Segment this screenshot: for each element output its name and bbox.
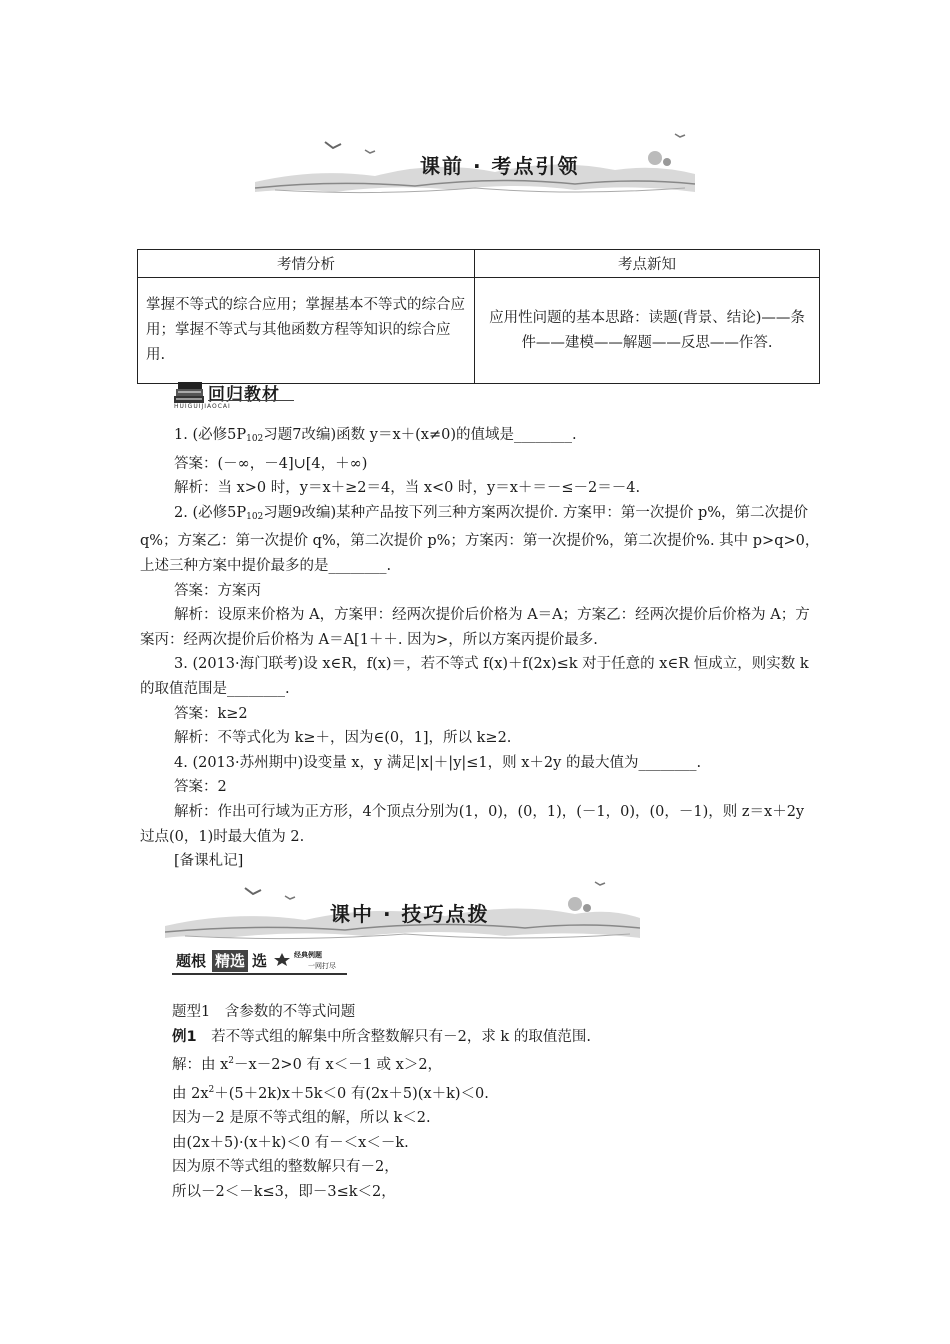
banner-title: 课前 · 考点引领 [420,154,580,178]
problem-1-answer: 答案：(－∞，－4]∪[4，＋∞) [174,455,368,472]
problem-4-solution: 解析：作出可行域为正方形，4个顶点分别为(1，0)，(0，1)，(－1，0)，(0，－1)，则 z＝x＋2y 过点(0，1)时最大值为 2. [140,803,805,845]
section-title-a: 题根 [176,952,207,970]
solution-line-5: 因为原不等式组的整数解只有－2， [172,1159,399,1175]
example-question: 例1 若不等式组的解集中所含整数解只有－2，求 k 的取值范围. [172,1028,591,1045]
section-title: 回归教材 [208,385,280,405]
banner-kecian [255,130,695,200]
table-header-analysis: 考情分析 [138,250,475,278]
section-small-2: 一网打尽 [308,962,336,970]
section-huigui-jiaocai [172,378,302,412]
problem-3-solution: 解析：不等式化为 k≥＋，因为∈(0，1]，所以 k≥2. [174,730,512,747]
solution-line-3: 因为－2 是原不等式组的解，所以 k＜2. [172,1110,431,1126]
section-underline [172,973,347,975]
section-tigen-jingxuan [172,948,382,976]
solution-line-1: 解：由 $x^2-x-2>0$ 有 x＜－1 或 x＞2， [172,1056,443,1073]
problem-3: 3. (2013·海门联考)设 x∈R，f(x)＝，若不等式 f(x)＋f(2x)≤k 对于任意的 x∈R 恒成立，则实数 k 的取值范围是________. [140,656,809,697]
problem-1-solution: 解析：当 x>0 时，y＝x＋≥2＝4，当 x<0 时，y＝x＋＝－≤－2＝－4. [174,480,641,497]
problem-4-answer: 答案：2 [174,779,227,796]
problem-3-answer: 答案：k≥2 [174,705,248,722]
section-title-b: 精选 [212,950,248,972]
section-title-c: 选 [252,952,268,970]
question-type: 题型1 含参数的不等式问题 [172,1004,356,1020]
solution-line-4: 由(2x＋5)·(x＋k)＜0 有－＜x＜－k. [172,1134,409,1151]
banner-kezhong [165,878,640,948]
star-icon [272,952,292,966]
solution-line-2: 由 $2x^2+(5+2k)x+5k<0$ 有(2x＋5)(x＋k)＜0. [172,1084,489,1102]
section-underline [208,400,294,401]
table-cell-new-knowledge: 应用性问题的基本思路：读题(背景、结论)——条件——建模——解题——反思——作答. [475,278,820,384]
problem-4: 4. (2013·苏州期中)设变量 x，y 满足|x|＋|y|≤1，则 x＋2y 的最大值为________. [174,754,702,771]
table-cell-analysis: 掌握不等式的综合应用；掌握基本不等式的综合应用；掌握不等式与其他函数方程等知识的综合应用. [138,278,475,384]
banner-title: 课中 · 技巧点拨 [330,902,490,926]
example-1 [172,1000,812,1204]
section-pinyin: HUIGUIJIAOCAI [174,403,231,410]
review-problems [140,423,820,874]
problem-2-answer: 答案：方案丙 [174,582,261,599]
problem-1: 1. (必修$5P_{102}$习题7改编)函数 y＝x＋(x≠0)的值域是________. [174,427,577,444]
solution-line-6: 所以－2＜－k≤3，即－3≤k＜2， [172,1183,396,1200]
lesson-notes: [备课札记] [174,853,244,870]
problem-2: 2. (必修$5P_{102}$习题9改编)某种产品按下列三种方案两次提价. 方案甲：第一次提价 p%，第二次提价 q%；方案乙：第一次提价 q%，第二次提价 p%；方案丙：第一次提价%，第二次提价%. 其中 p>q>0，上述三种方案中提价最多的是________. [140,504,820,574]
exam-analysis-table [137,249,820,384]
table-header-new-knowledge: 考点新知 [475,250,820,278]
section-small-1: 经典例题 [294,951,322,959]
problem-2-solution: 解析：设原来价格为 A，方案甲：经两次提价后价格为 A＝A；方案乙：经两次提价后价格为 A；方案丙：经两次提价后价格为 A＝A[1＋＋. 因为>，所以方案丙提价最多. [140,607,810,648]
